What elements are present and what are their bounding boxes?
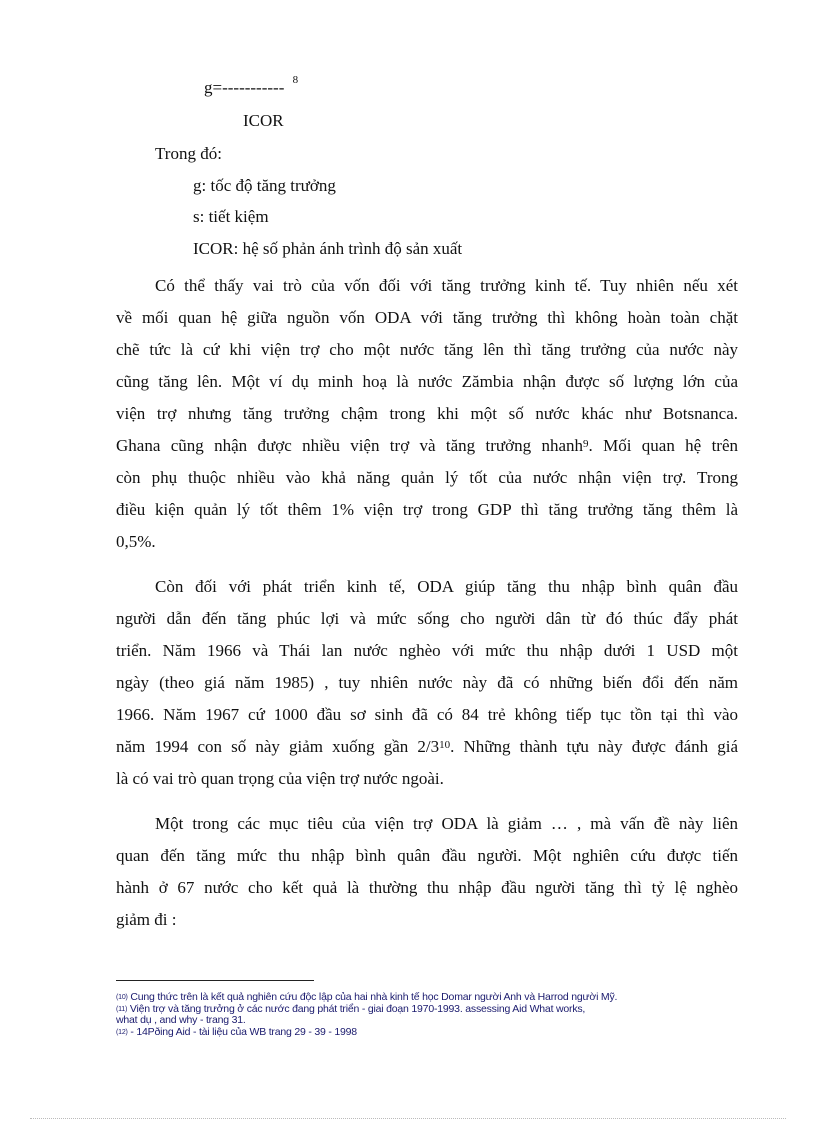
paragraph-economic-development: [116, 571, 738, 795]
paragraph-line-with-footnote: [116, 731, 738, 763]
paragraph-line: quan đến tăng mức thu nhập bình quân đầu người. Một nghiên cứu được tiến: [116, 846, 738, 865]
definition-icor: ICOR: hệ số phản ánh trình độ sản xuất: [193, 239, 463, 258]
paragraph-line: 1966. Năm 1967 cứ 1000 đầu sơ sinh đã có 84 trẻ không tiếp tục tồn tại thì vào: [116, 705, 738, 724]
footnote-ref: 10: [439, 739, 451, 751]
paragraph-line: còn phụ thuộc nhiều vào khả năng quản lý tốt của nước nhận viện trợ. Trong: [116, 468, 738, 487]
paragraph-line: triển. Năm 1966 và Thái lan nước nghèo với mức thu nhập dưới 1 USD một: [116, 641, 738, 660]
paragraph-line-with-footnote: [116, 430, 738, 462]
formula-footnote-ref: 8: [292, 74, 299, 86]
paragraph-text: năm 1994 con số này giảm xuống gần 2/3: [116, 737, 440, 756]
paragraph-line: về mối quan hệ giữa nguồn vốn ODA với tăng trưởng thì không hoàn toàn chặt: [116, 308, 738, 327]
footnote-mark: (12): [116, 1028, 128, 1036]
footnote-text: Viện trợ và tăng trưởng ở các nước đang phát triển - giai đoạn 1970-1993. assessing Aid What works,: [127, 1002, 586, 1015]
paragraph-text: . Những thành tựu này được đánh giá: [450, 737, 738, 756]
footnote-12: [116, 1027, 756, 1039]
footnote-11-continued: what dụ , and why - trang 31.: [116, 1014, 246, 1026]
paragraph-line: Có thể thấy vai trò của vốn đối với tăng trưởng kinh tế. Tuy nhiên nếu xét: [155, 276, 738, 295]
formula-denominator: ICOR: [243, 111, 284, 130]
paragraph-line: hành ở 67 nước cho kết quả là thường thu nhập đầu người tăng thì tỷ lệ nghèo: [116, 878, 738, 897]
paragraph-line: cũng tăng lên. Một ví dụ minh hoạ là nước Zămbia nhận được số lượng lớn của: [116, 372, 738, 391]
footnote-mark: (11): [116, 1005, 128, 1013]
definition-s: s: tiết kiệm: [193, 207, 269, 226]
paragraph-capital-growth: [116, 270, 738, 558]
paragraph-line: điều kiện quản lý tốt thêm 1% viện trợ trong GDP thì tăng trưởng tăng thêm là: [116, 500, 738, 519]
paragraph-text: Ghana cũng nhận được nhiều viện trợ và tăng trưởng nhanh: [116, 436, 584, 455]
footnote-text: Cung thức trên là kết quả nghiên cứu độc lập của hai nhà kinh tế học Domar người Anh và Harrod người Mỹ.: [127, 991, 618, 1003]
footnote-text: - 14Pðing Aid - tài liệu của WB trang 29 - 39 - 1998: [127, 1025, 357, 1038]
footnote-separator: [116, 980, 314, 981]
definition-g: g: tốc độ tăng trưởng: [193, 176, 336, 195]
footnote-mark: (10): [116, 994, 128, 1001]
paragraph-line: người dẫn đến tăng phúc lợi và mức sống cho người dân từ đó thúc đẩy phát: [116, 609, 738, 628]
paragraph-poverty: [116, 808, 738, 936]
where-label: Trong đó:: [155, 144, 222, 163]
page-bottom-border: [30, 1118, 786, 1119]
paragraph-line: 0,5%.: [116, 532, 156, 551]
paragraph-line: giảm đi :: [116, 910, 177, 929]
formula-numerator: g=-----------: [204, 78, 289, 97]
paragraph-line: Còn đối với phát triển kinh tế, ODA giúp tăng thu nhập bình quân đầu: [155, 577, 738, 596]
paragraph-line: chẽ tức là cứ khi viện trợ cho một nước tăng lên thì tăng trưởng của nước này: [116, 340, 738, 359]
paragraph-text: . Mối quan hệ trên: [588, 436, 738, 455]
paragraph-line: viện trợ nhưng tăng trưởng chậm trong khi một số nước khác như Botsnanca.: [116, 404, 738, 423]
footnotes: [116, 992, 756, 1038]
formula-growth: [204, 74, 299, 98]
footnote-ref: 9: [583, 438, 589, 450]
paragraph-line: Một trong các mục tiêu của viện trợ ODA là giảm … , mà vấn đề này liên: [155, 814, 738, 833]
paragraph-line: là có vai trò quan trọng của viện trợ nước ngoài.: [116, 769, 444, 788]
paragraph-line: ngày (theo giá năm 1985) , tuy nhiên nước này đã có những biến đổi đến năm: [116, 673, 738, 692]
